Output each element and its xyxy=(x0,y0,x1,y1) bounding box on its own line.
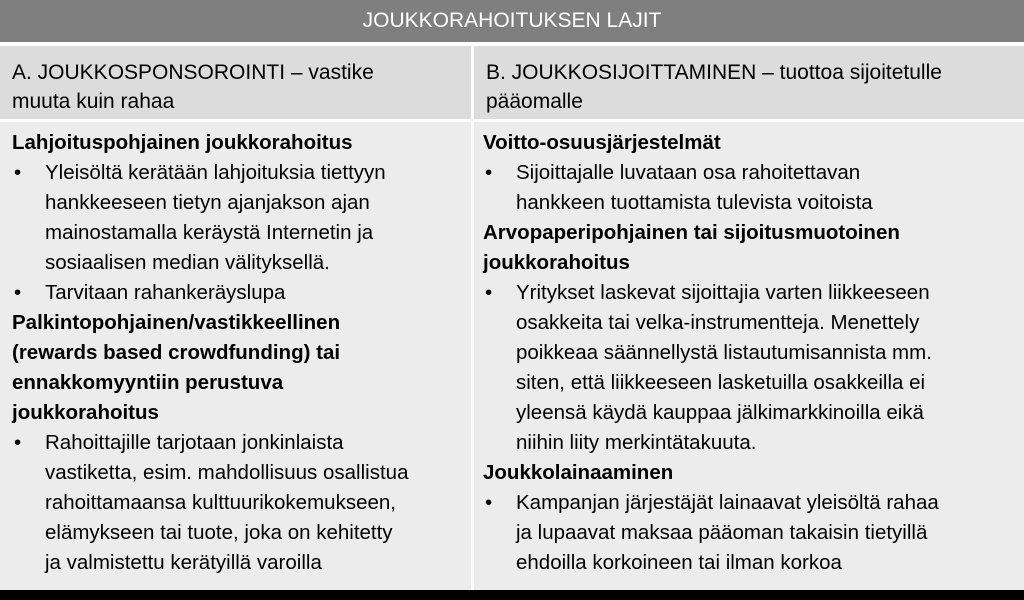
bullet-item xyxy=(12,158,471,278)
section-title: ennakkomyyntiin perustuva xyxy=(12,371,284,394)
bullet-line: mainostamalla keräystä Internetin ja xyxy=(45,221,374,244)
bullet-line: hankkeen tuottamista tulevista voitoista xyxy=(516,191,873,214)
bullet-line: poikkeaa säännellystä listautumisannista mm. xyxy=(516,341,932,364)
bullet-item xyxy=(483,158,1024,218)
bullet-line: Kampanjan järjestäjät lainaavat yleisöltä rahaa xyxy=(516,491,939,514)
section-title: Lahjoituspohjainen joukkorahoitus xyxy=(12,131,353,154)
bullet-line: ja lupaavat maksaa pääoman takaisin tietyillä xyxy=(516,521,928,544)
column-header-b-line2: pääomalle xyxy=(486,90,583,113)
table-title: JOUKKORAHOITUKSEN LAJIT xyxy=(0,0,1024,44)
bottom-bar xyxy=(0,590,1024,600)
column-header-b xyxy=(474,46,1024,119)
bullet-item xyxy=(483,488,1024,578)
column-header-a xyxy=(0,46,471,119)
bullet-line: Yleisöltä kerätään lahjoituksia tiettyyn xyxy=(45,161,386,184)
bullet-line: ehdoilla korkoineen tai ilman korkoa xyxy=(516,551,842,574)
column-body-a xyxy=(0,122,471,590)
bullet-item xyxy=(483,278,1024,458)
bullet-line: rahoittamaansa kulttuurikokemukseen, xyxy=(45,491,396,514)
bullet-icon: • xyxy=(485,491,493,514)
bullet-line: Tarvitaan rahankeräyslupa xyxy=(45,281,286,304)
bullet-icon: • xyxy=(14,281,22,304)
bullet-line: Sijoittajalle luvataan osa rahoitettavan xyxy=(516,161,861,184)
section-title: Joukkolainaaminen xyxy=(483,461,674,484)
bullet-line: siten, että liikkeeseen lasketuilla osakkeilla ei xyxy=(516,371,926,394)
section-title: Arvopaperipohjainen tai sijoitusmuotoinen xyxy=(483,221,900,244)
bullet-line: yleensä käydä kauppaa jälkimarkkinoilla eikä xyxy=(516,401,924,424)
section-title: joukkorahoitus xyxy=(483,251,630,274)
bullet-icon: • xyxy=(14,431,22,454)
bullet-line: hankkeeseen tietyn ajanjakson ajan xyxy=(45,191,370,214)
bullet-icon: • xyxy=(14,161,22,184)
column-header-a-line1: A. JOUKKOSPONSOROINTI – vastike xyxy=(12,61,374,84)
section-title: Voitto-osuusjärjestelmät xyxy=(483,131,721,154)
bullet-line: sosiaalisen median välityksellä. xyxy=(45,251,330,274)
bullet-item xyxy=(12,428,471,578)
bullet-line: Yritykset laskevat sijoittajia varten liikkeeseen xyxy=(516,281,930,304)
bullet-item xyxy=(12,278,471,308)
column-header-b-line1: B. JOUKKOSIJOITTAMINEN – tuottoa sijoitetulle xyxy=(486,61,942,84)
bullet-icon: • xyxy=(485,161,493,184)
bullet-line: Rahoittajille tarjotaan jonkinlaista xyxy=(45,431,344,454)
section-title: joukkorahoitus xyxy=(12,401,159,424)
bullet-line: ja valmistettu kerätyillä varoilla xyxy=(45,551,322,574)
column-body-b xyxy=(474,122,1024,590)
section-title: Palkintopohjainen/vastikkeellinen xyxy=(12,311,341,334)
column-header-a-line2: muuta kuin rahaa xyxy=(12,90,175,113)
section-title: (rewards based crowdfunding) tai xyxy=(12,341,341,364)
bullet-line: niihin liity merkintätakuuta. xyxy=(516,431,757,454)
bullet-line: vastiketta, esim. mahdollisuus osallistua xyxy=(45,461,409,484)
bullet-icon: • xyxy=(485,281,493,304)
bullet-line: elämykseen tai tuote, joka on kehitetty xyxy=(45,521,393,544)
bullet-line: osakkeita tai velka-instrumentteja. Menettely xyxy=(516,311,920,334)
